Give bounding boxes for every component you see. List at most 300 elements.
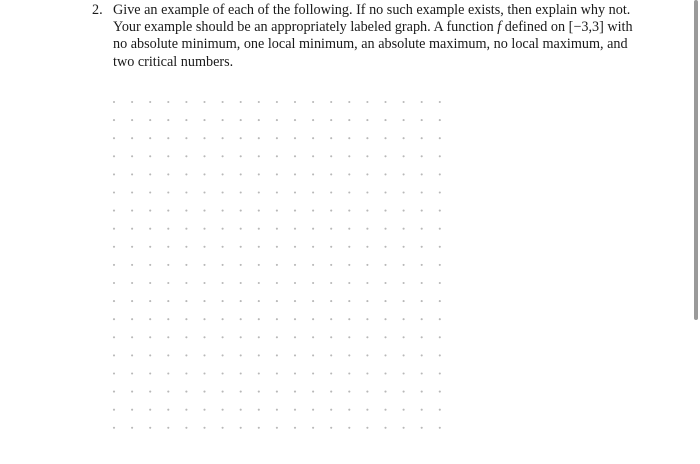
grid-dot [149,391,151,393]
grid-dot [222,409,224,411]
grid-dot [185,372,187,374]
grid-dot [330,354,332,356]
grid-dot [113,228,115,230]
grid-dot [403,427,405,429]
grid-dot [113,300,115,302]
grid-dot [131,191,133,193]
grid-dot [366,191,368,193]
grid-dot [167,391,169,393]
grid-dot [330,409,332,411]
grid-dot [421,137,423,139]
grid-dot [240,282,242,284]
grid-dot [149,318,151,320]
grid-dot [330,137,332,139]
grid-dot [294,300,296,302]
grid-dot [222,210,224,212]
grid-dot [421,155,423,157]
grid-dot [312,191,314,193]
grid-dot [421,210,423,212]
grid-dot [294,119,296,121]
grid-dot [222,155,224,157]
grid-dot [203,210,205,212]
grid-dot [258,300,260,302]
instruction-text-before: Your example should be an appropriately labeled graph. A function [113,19,498,36]
grid-dot [222,354,224,356]
grid-dot [312,300,314,302]
grid-dot [330,336,332,338]
grid-dot [421,246,423,248]
grid-dot [384,228,386,230]
grid-dot [330,282,332,284]
grid-dot [258,391,260,393]
grid-dot [439,210,441,212]
grid-dot [421,318,423,320]
grid-dot [384,391,386,393]
grid-dot [421,409,423,411]
grid-dot [294,137,296,139]
grid-dot [294,391,296,393]
grid-dot [149,354,151,356]
grid-dot [366,354,368,356]
grid-dot [366,300,368,302]
grid-dot [167,427,169,429]
grid-dot [348,173,350,175]
grid-dot [366,119,368,121]
grid-dot [222,427,224,429]
grid-dot [185,318,187,320]
grid-dot [240,228,242,230]
grid-dot [185,137,187,139]
grid-dot [222,191,224,193]
grid-dot [439,409,441,411]
grid-dot [276,191,278,193]
grid-dot [439,336,441,338]
grid-dot [439,427,441,429]
grid-dot [185,246,187,248]
grid-dot [312,101,314,103]
grid-dot [167,246,169,248]
grid-dot [113,427,115,429]
grid-dot [348,282,350,284]
grid-dot [240,391,242,393]
grid-dot [149,137,151,139]
grid-dot [113,264,115,266]
grid-dot [203,409,205,411]
grid-dot [167,119,169,121]
grid-dot [258,173,260,175]
grid-dot [113,119,115,121]
grid-dot [384,101,386,103]
grid-dot [384,191,386,193]
grid-dot [149,264,151,266]
grid-dot [403,391,405,393]
grid-dot [131,119,133,121]
grid-dot [131,409,133,411]
grid-dot [258,101,260,103]
grid-dot [258,336,260,338]
grid-dot [366,282,368,284]
grid-dot [203,101,205,103]
grid-dot [131,336,133,338]
grid-dot [276,372,278,374]
grid-dot [294,409,296,411]
grid-dot [113,354,115,356]
grid-dot [366,427,368,429]
grid-dot [167,191,169,193]
grid-dot [167,354,169,356]
grid-dot [185,427,187,429]
grid-dot [348,191,350,193]
grid-dot [185,101,187,103]
grid-dot [167,101,169,103]
grid-dot [185,282,187,284]
grid-dot [403,119,405,121]
grid-dot [403,318,405,320]
grid-dot [167,210,169,212]
grid-dot [185,210,187,212]
grid-dot [113,282,115,284]
grid-dot [258,427,260,429]
grid-dot [240,318,242,320]
grid-dot [131,173,133,175]
grid-dot [330,318,332,320]
grid-dot [185,336,187,338]
grid-dot [131,282,133,284]
grid-dot [167,318,169,320]
grid-dot [276,264,278,266]
grid-dot [421,228,423,230]
grid-dot [421,173,423,175]
grid-dot [330,300,332,302]
grid-dot [113,246,115,248]
grid-dot [276,354,278,356]
grid-dot [149,191,151,193]
grid-dot [113,409,115,411]
grid-dot [366,318,368,320]
grid-dot [348,155,350,157]
grid-dot [222,282,224,284]
grid-dot [403,101,405,103]
grid-dot [185,228,187,230]
grid-dot [384,264,386,266]
grid-dot [348,101,350,103]
grid-dot [203,191,205,193]
grid-dot [384,372,386,374]
grid-dot [185,409,187,411]
grid-dot [149,282,151,284]
grid-dot [240,210,242,212]
grid-dot [384,300,386,302]
grid-dot [384,246,386,248]
grid-dot [167,155,169,157]
grid-dot [149,119,151,121]
grid-dot [439,372,441,374]
scrollbar[interactable] [694,0,698,320]
grid-dot [185,191,187,193]
grid-dot [222,137,224,139]
grid-dot [439,191,441,193]
grid-dot [348,300,350,302]
grid-dot [131,354,133,356]
grid-dot [366,173,368,175]
grid-dot [131,318,133,320]
grid-dot [203,427,205,429]
problem-prompt: Give an example of each of the following. If no such example exists, then explain why not. [113,2,631,18]
grid-dot [258,372,260,374]
grid-dot [384,409,386,411]
grid-dot [276,246,278,248]
grid-dot [222,264,224,266]
grid-dot [240,300,242,302]
grid-dot [240,372,242,374]
grid-dot [294,354,296,356]
grid-dot [167,264,169,266]
grid-dot [222,101,224,103]
grid-dot [222,318,224,320]
grid-dot [294,101,296,103]
grid-dot [384,137,386,139]
problem-number: 2. [92,2,103,18]
grid-dot [439,300,441,302]
grid-dot [276,300,278,302]
grid-dot [403,264,405,266]
grid-dot [348,427,350,429]
grid-dot [149,409,151,411]
grid-dot [131,372,133,374]
grid-dot [185,264,187,266]
grid-dot [294,191,296,193]
grid-dot [167,372,169,374]
grid-dot [366,246,368,248]
grid-dot [403,246,405,248]
grid-dot [403,336,405,338]
grid-dot [203,173,205,175]
grid-dot [384,427,386,429]
grid-dot [366,409,368,411]
grid-dot [258,228,260,230]
grid-dot [439,101,441,103]
grid-dot [366,391,368,393]
instruction-text-after: defined on [−3,3] with no absolute minimum, one local minimum, an absolute maximum, no local maximum, and two critical numbers. [113,19,633,70]
grid-dot [113,318,115,320]
grid-dot [330,101,332,103]
grid-dot [203,391,205,393]
grid-dot [384,155,386,157]
grid-dot [222,228,224,230]
grid-dot [421,300,423,302]
grid-dot [403,282,405,284]
grid-dot [330,372,332,374]
grid-dot [276,336,278,338]
grid-dot [403,210,405,212]
grid-dot [258,137,260,139]
grid-dot [149,210,151,212]
grid-dot [240,173,242,175]
grid-dot [439,119,441,121]
grid-dot [421,264,423,266]
grid-dot [384,282,386,284]
grid-dot [149,228,151,230]
grid-dot [276,155,278,157]
grid-dot [348,336,350,338]
grid-dot [421,191,423,193]
grid-dot [312,282,314,284]
grid-dot [131,427,133,429]
grid-dot [113,101,115,103]
grid-dot [439,173,441,175]
grid-dot [185,300,187,302]
grid-dot [330,173,332,175]
grid-dot [439,391,441,393]
grid-dot [330,155,332,157]
grid-dot [149,336,151,338]
grid-dot [403,228,405,230]
grid-dot [203,246,205,248]
grid-dot [131,155,133,157]
grid-dot [366,101,368,103]
grid-dot [384,354,386,356]
grid-dot [113,210,115,212]
grid-dot [421,372,423,374]
grid-dot [131,391,133,393]
grid-dot [312,318,314,320]
grid-dot [203,318,205,320]
grid-dot [348,228,350,230]
grid-dot [312,354,314,356]
grid-dot [348,354,350,356]
grid-dot [240,119,242,121]
grid-dot [222,372,224,374]
grid-dot [421,391,423,393]
grid-dot [294,427,296,429]
grid-dot [276,391,278,393]
grid-dot [276,228,278,230]
grid-dot [294,173,296,175]
grid-dot [149,246,151,248]
grid-dot [113,372,115,374]
grid-dot [131,264,133,266]
grid-dot [185,155,187,157]
function-symbol: f [497,19,502,36]
grid-dot [203,155,205,157]
grid-dot [185,391,187,393]
grid-dot [258,264,260,266]
dot-grid-graph-area [108,96,458,446]
grid-dot [167,282,169,284]
grid-dot [294,228,296,230]
grid-dot [258,354,260,356]
grid-dot [240,427,242,429]
grid-dot [348,137,350,139]
grid-dot [240,354,242,356]
grid-dot [276,173,278,175]
grid-dot [203,282,205,284]
grid-dot [222,173,224,175]
grid-dot [348,391,350,393]
grid-dot [403,409,405,411]
grid-dot [131,210,133,212]
grid-dot [276,119,278,121]
grid-dot [384,119,386,121]
grid-dot [167,336,169,338]
grid-dot [330,246,332,248]
grid-dot [403,354,405,356]
grid-dot [312,409,314,411]
grid-dot [203,372,205,374]
grid-dot [258,282,260,284]
grid-dot [439,137,441,139]
grid-dot [113,391,115,393]
grid-dot [330,228,332,230]
grid-dot [222,119,224,121]
grid-dot [330,191,332,193]
grid-dot [384,210,386,212]
grid-dot [421,119,423,121]
grid-dot [294,318,296,320]
grid-dot [167,300,169,302]
grid-dot [240,246,242,248]
grid-dot [113,137,115,139]
grid-dot [421,336,423,338]
grid-dot [366,137,368,139]
grid-dot [312,264,314,266]
grid-dot [276,137,278,139]
grid-dot [312,246,314,248]
grid-dot [203,300,205,302]
grid-dot [222,391,224,393]
grid-dot [113,173,115,175]
grid-dot [131,228,133,230]
grid-dot [167,137,169,139]
grid-dot [240,336,242,338]
grid-dot [366,210,368,212]
grid-dot [366,228,368,230]
grid-dot [240,155,242,157]
grid-dot [222,300,224,302]
grid-dot [131,246,133,248]
grid-dot [258,119,260,121]
grid-dot [203,137,205,139]
grid-dot [439,354,441,356]
grid-dot [330,264,332,266]
grid-dot [131,137,133,139]
grid-dot [348,246,350,248]
grid-dot [330,427,332,429]
grid-dot [348,318,350,320]
problem-2 [92,2,637,71]
grid-dot [330,210,332,212]
grid-dot [276,427,278,429]
grid-dot [203,354,205,356]
grid-dot [384,173,386,175]
grid-dot [312,372,314,374]
grid-dot [294,246,296,248]
grid-dot [330,119,332,121]
problem-instruction [113,19,637,71]
grid-dot [403,300,405,302]
grid-dot [348,372,350,374]
grid-dot [348,264,350,266]
grid-dot [222,336,224,338]
grid-dot [222,246,224,248]
grid-dot [312,427,314,429]
grid-dot [276,409,278,411]
grid-dot [185,119,187,121]
grid-dot [403,155,405,157]
grid-dot [421,427,423,429]
grid-dot [185,173,187,175]
grid-dot [312,210,314,212]
